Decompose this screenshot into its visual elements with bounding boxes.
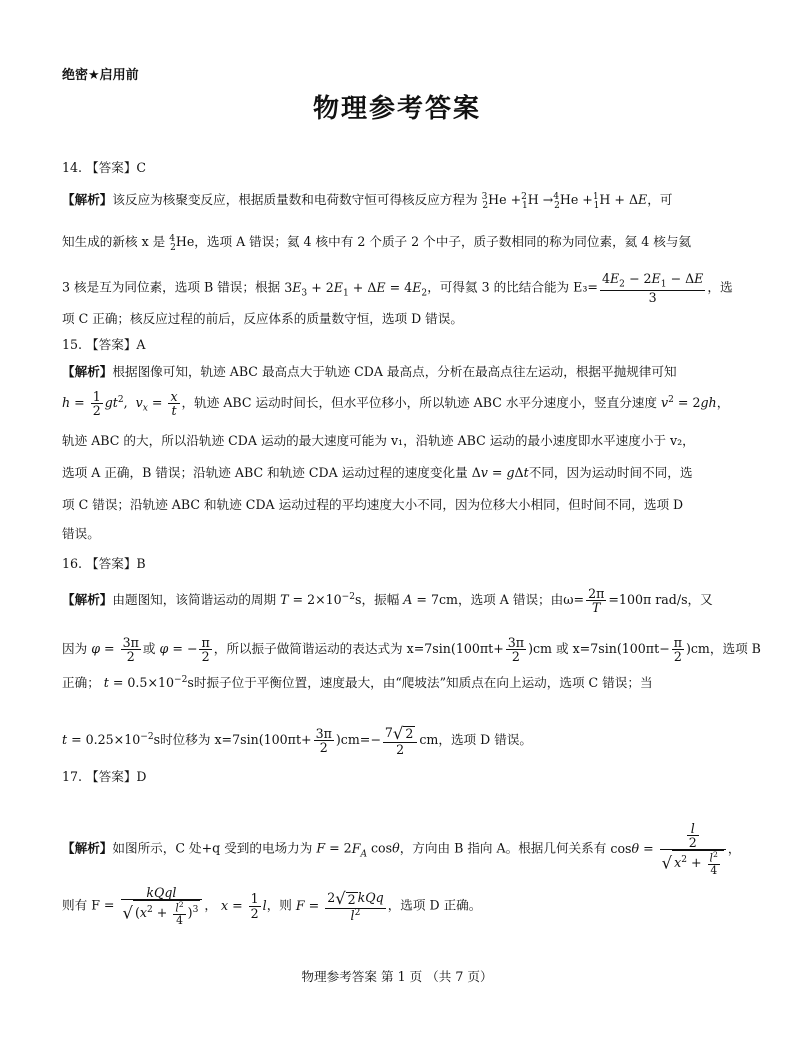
- q15-line-3: 轨迹 ABC 的大，所以沿轨迹 CDA 运动的最大速度可能为 v₁，沿轨迹 ABC 运动的最小速度即水平速度小于 v₂，: [62, 433, 695, 448]
- q14-line-2: 知生成的新核 x 是 $^4_2$He，选项 A 错误；氦 4 核中有 2 个质子 2 个中子，质子数相同的称为同位素，氦 4 核与氦: [62, 234, 692, 253]
- q17-label: 【解析】: [62, 840, 113, 856]
- q14-energy-equation: $3E_3 + 2E_1 + \Delta E = 4E_2$: [284, 279, 428, 299]
- q17-x-value: x = $\frac{1}{2}$ l: [220, 891, 267, 921]
- q14-answer: 14. 【答案】C: [62, 160, 147, 175]
- q16-time-1: $t = 0.5\times 10^{-2}s$: [103, 675, 194, 691]
- q15-line-2: h = $\frac{1}{2}$ $gt^2$, $v_x$ = $\frac{x}{t}$ ，轨迹 ABC 运动时间长，但水平位移小，所以轨迹 ABC 水平分速度小，竖直分速度 $v^2 = 2gh$，: [62, 389, 730, 419]
- q16-line-1: 【解析】由题图知，该简谐运动的周期 $T = 2\times 10^{-2}s$，振幅 A = 7cm，选项 A 错误；由ω= $\frac{2\pi}{T}$ =100π rad/s，又: [62, 586, 713, 616]
- q17-line-2: 则有 F = kQql √ ($x^2$ + $\frac{l^2}{4}$ )$^3$ ， x = $\frac{1}{2}$ l，则 F = 2√ 2 kQq $l^2$ ，选项 D 正确。: [62, 885, 482, 928]
- q16-line-3: 正确； $t = 0.5\times 10^{-2}s$时振子位于平衡位置，速度最大，由“爬坡法”知质点在向上运动，选项 C 错误；当: [62, 675, 653, 691]
- q15-label: 【解析】: [62, 364, 113, 379]
- q14-reaction-equation: $^3_2$He +$^2_1$H →$^4_2$He +$^1_1$H + ΔE: [481, 192, 648, 211]
- q16-amplitude: A = 7cm: [403, 592, 458, 608]
- q16-answer: 16. 【答案】B: [62, 556, 146, 571]
- q14-line-1: 【解析】该反应为核聚变反应，根据质量数和电荷数守恒可得核反应方程为 $^3_2$He +$^2_1$H →$^4_2$He +$^1_1$H + ΔE，可: [62, 192, 673, 211]
- q16-line-4: $t = 0.25\times 10^{-2}s$时位移为 x=7sin(100πt+ $\frac{3\pi}{2}$ )cm=− $\frac{7√ 2}{2}$ cm，选项 D 错误。: [62, 724, 533, 758]
- q15-delta-v: Δv = gΔt: [471, 465, 529, 480]
- q17-field-force-fraction: kQql √ ($x^2$ + $\frac{l^2}{4}$ )$^3$: [121, 886, 203, 926]
- q14-binding-energy-fraction: $\frac{4E_2 - 2E_1 - \Delta E}{3}$: [601, 271, 704, 306]
- q17-cos-equation: cosθ = $\frac{l}{2}$ √ $x^2$ + $\frac{l^2}{4}$ ，: [610, 821, 741, 878]
- q15-velocity-equation: $v^2 = 2gh$，: [661, 395, 730, 411]
- q15-line-6: 错误。: [62, 526, 100, 541]
- q16-displacement-fraction: $\frac{7√ 2}{2}$: [383, 725, 417, 756]
- q14-line-4: 项 C 正确；核反应过程的前后，反应体系的质量数守恒，选项 D 错误。: [62, 311, 463, 326]
- q16-time-2: $t = 0.25\times 10^{-2}s$: [62, 732, 161, 748]
- q14-nucleus: $^4_2$He: [169, 234, 195, 253]
- q14-label: 【解析】: [62, 192, 113, 208]
- q15-line-5: 项 C 错误；沿轨迹 ABC 和轨迹 CDA 运动过程的平均速度大小不同，因为位移大小相同，但时间不同，选项 D: [62, 497, 684, 512]
- q17-final-force: F = 2√ 2 kQq $l^2$: [295, 889, 384, 923]
- q16-phase-fraction-1: $\frac{3\pi}{2}$: [122, 635, 139, 665]
- confidential-mark: 绝密★启用前: [62, 68, 139, 83]
- q17-line-1: 【解析】如图所示，C 处+q 受到的电场力为 $F = 2F_A$ cosθ，方向由 B 指向 A。根据几何关系有 cosθ = $\frac{l}{2}$ √ $x^2$ + $\frac{l^2}{4}$ ，: [62, 821, 741, 878]
- q16-label: 【解析】: [62, 592, 113, 608]
- q15-projectile-formulas: h = $\frac{1}{2}$ $gt^2$, $v_x$ = $\frac{x}{t}$: [62, 389, 178, 419]
- q16-period: $T = 2\times 10^{-2}s$: [280, 592, 362, 608]
- q16-line-2: 因为 φ = $\frac{3\pi}{2}$ 或 φ = − $\frac{\pi}{2}$ ，所以振子做简谐运动的表达式为 x=7sin(100πt+ $\frac{3\pi}{2}$ )cm 或 x=7sin(100πt− $\frac{\pi}{2}$ )cm，选项 B: [62, 635, 761, 665]
- q17-answer: 17. 【答案】D: [62, 769, 147, 784]
- q14-line-3: 3 核是互为同位素，选项 B 错误；根据 $3E_3 + 2E_1 + \Delta E = 4E_2$，可得氦 3 的比结合能为 E₃= $\frac{4E_2 - 2E_1 - \Delta E}{3}$ ，选: [62, 271, 733, 306]
- q17-force-equation: $F = 2F_A$ cosθ: [316, 840, 400, 860]
- q16-omega-fraction: $\frac{2\pi}{T}$: [588, 586, 605, 616]
- q15-line-4: 选项 A 正确，B 错误；沿轨迹 ABC 和轨迹 CDA 运动过程的速度变化量 Δv = gΔt不同，因为运动时间不同，选: [62, 465, 693, 480]
- q15-line-1: 【解析】根据图像可知，轨迹 ABC 最高点大于轨迹 CDA 最高点，分析在最高点往左运动，根据平抛规律可知: [62, 364, 677, 379]
- q15-answer: 15. 【答案】A: [62, 337, 146, 352]
- q16-phase-fraction-2: $\frac{\pi}{2}$: [201, 635, 210, 665]
- page-footer: 物理参考答案 第 1 页 （共 7 页）: [301, 969, 493, 984]
- page-title: 物理参考答案: [312, 94, 481, 124]
